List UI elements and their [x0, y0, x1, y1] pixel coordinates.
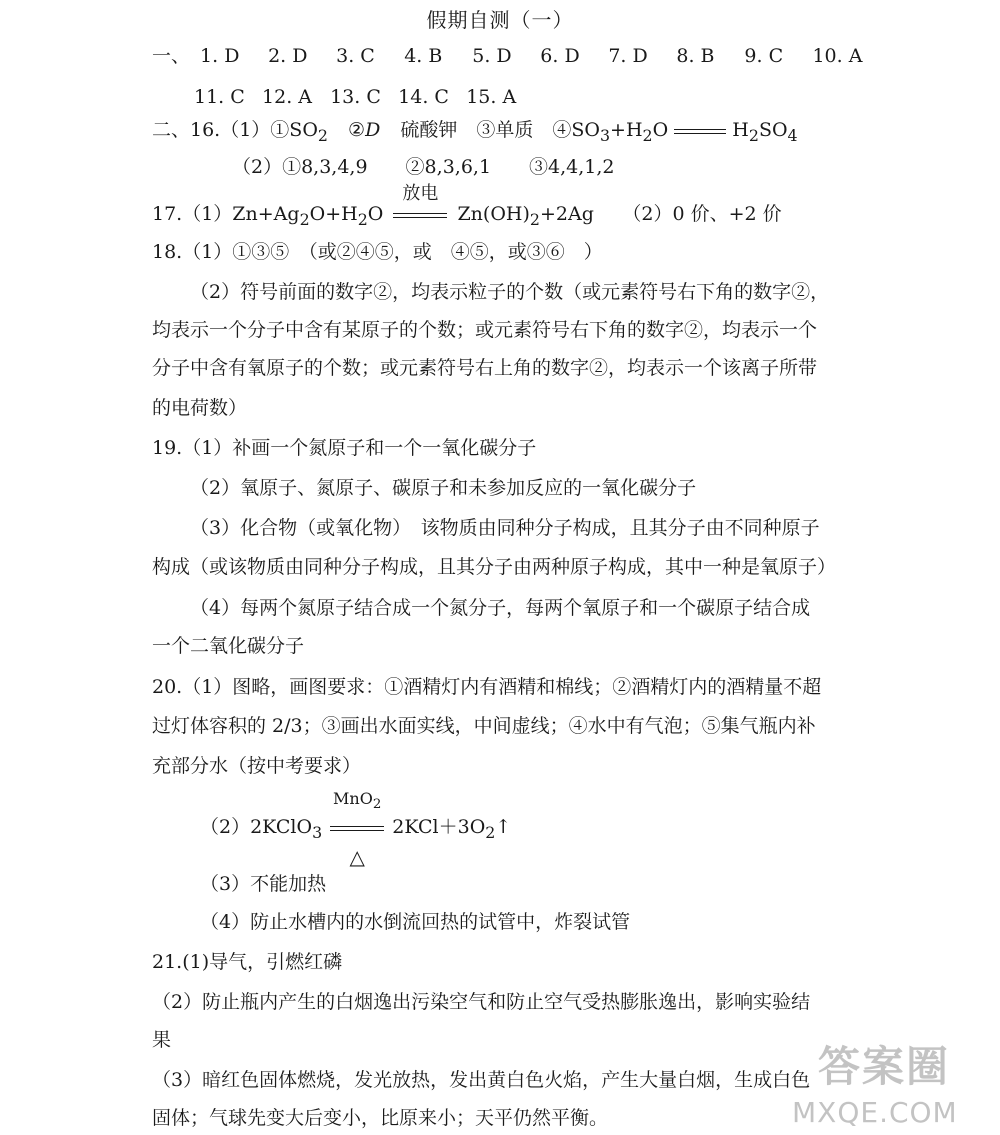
section1-label: 一、 [152, 45, 191, 67]
answer-7: 7. D [608, 45, 648, 67]
q18-line4: 分子中含有氧原子的个数；或元素符号右上角的数字②，均表示一个该离子所带 [152, 357, 818, 379]
eq-sub: 2 [372, 797, 382, 813]
q16-part2: （2）①8,3,4,9 ②8,3,6,1 ③4,4,1,2 [232, 156, 615, 178]
q16-sub: 3 [599, 125, 611, 145]
answer-3: 3. C [336, 45, 375, 67]
q17-text-c: O [367, 203, 384, 225]
answer-13: 13. C [330, 86, 381, 108]
q18-line2: （2）符号前面的数字②，均表示粒子的个数（或元素符号右下角的数字②， [190, 281, 830, 303]
q19-line3: （3）化合物（或氧化物） 该物质由同种分子构成，且其分子由不同种原子 [190, 517, 820, 539]
q16-part1 [152, 118, 798, 148]
q20-line3: 充部分水（按中考要求） [152, 755, 362, 777]
q19-line1: 19.（1）补画一个氮原子和一个一氧化碳分子 [152, 437, 537, 459]
eq-sub: 3 [312, 822, 323, 842]
heat-symbol: △ [349, 845, 365, 869]
q20-line6: （4）防止水槽内的水倒流回热的试管中，炸裂试管 [200, 911, 631, 933]
q21-line2: （2）防止瓶内产生的白烟逸出污染空气和防止空气受热膨胀逸出，影响实验结 [152, 991, 811, 1013]
page-title: 假期自测（一） [426, 8, 574, 32]
answer-5: 5. D [472, 45, 512, 67]
q16-sub: 2 [317, 125, 328, 145]
q21-line4: （3）暗红色固体燃烧，发光放热，发出黄白色火焰，产生大量白烟，生成白色 [152, 1069, 811, 1091]
q17-text-a: 17.（1）Zn+Ag [152, 203, 300, 225]
section1-row2 [194, 85, 516, 109]
q16-sub: 2 [748, 125, 759, 145]
answer-8: 8. B [676, 45, 715, 67]
q16-text-c: D [365, 119, 381, 141]
answer-10: 10. A [812, 45, 863, 67]
q17-sub: 2 [299, 209, 310, 229]
q20-line2: 过灯体容积的 2/3；③画出水面实线，中间虚线；④水中有气泡；⑤集气瓶内补 [152, 715, 816, 737]
answer-11: 11. C [194, 86, 245, 108]
q20-line5: （3）不能加热 [200, 873, 327, 895]
q21-line3: 果 [152, 1029, 172, 1051]
answer-6: 6. D [540, 45, 580, 67]
q17-sub: 2 [357, 209, 368, 229]
catalyst-label: MnO [333, 789, 373, 808]
condition-text: 放电 [402, 183, 439, 204]
eq-text-b: 2KCl＋3O [392, 816, 486, 838]
q17-sub: 2 [529, 209, 540, 229]
q21-line5: 固体；气球先变大后变小，比原来小；天平仍然平衡。 [152, 1107, 609, 1129]
answer-12: 12. A [262, 86, 313, 108]
q19-line4: 构成（或该物质由同种分子构成，且其分子由两种原子构成，其中一种是氧原子） [152, 556, 837, 578]
q16-text-f: O [652, 119, 669, 141]
answer-9: 9. C [744, 45, 784, 67]
q16-text-g: H [732, 119, 749, 141]
eq-text-a: （2）2KClO [200, 816, 313, 838]
q20-equation [200, 789, 512, 869]
q18-line5: 的电荷数） [152, 397, 248, 419]
q16-text-e: +H [610, 119, 643, 141]
q17-text-d: Zn(OH) [457, 203, 530, 225]
answer-1: 1. D [200, 45, 240, 67]
q20-line1: 20.（1）图略，画图要求：①酒精灯内有酒精和棉线；②酒精灯内的酒精量不超 [152, 676, 822, 698]
catalyst-text [330, 787, 384, 817]
q19-line6: 一个二氧化碳分子 [152, 635, 305, 657]
answer-2: 2. D [268, 45, 308, 67]
answer-15: 15. A [466, 86, 517, 108]
q16-text-a: 二、16.（1）①SO [152, 119, 318, 141]
q16-text-b: ② [348, 119, 366, 141]
q16-sub: 4 [787, 125, 798, 145]
q17-text-e: +2Ag （2）0 价、+2 价 [539, 203, 782, 225]
equals-sign [393, 213, 447, 218]
eq-text-c: ↑ [495, 816, 512, 838]
q17-line [152, 183, 782, 232]
q16-sub: 2 [642, 125, 653, 145]
q17-text-b: O+H [309, 203, 358, 225]
equals-sign [330, 826, 384, 831]
q21-line1: 21.(1)导气，引燃红磷 [152, 951, 343, 973]
eq-condition [330, 789, 384, 869]
q16-text-h: SO [758, 119, 788, 141]
section1-row1 [152, 44, 862, 68]
eq-sub: 2 [485, 822, 496, 842]
q18-line3: 均表示一个分子中含有某原子的个数；或元素符号右下角的数字②，均表示一个 [152, 319, 818, 341]
watermark-url: MXQE.COM [792, 1096, 958, 1129]
q19-line5: （4）每两个氮原子结合成一个氮分子，每两个氧原子和一个碳原子结合成 [190, 597, 811, 619]
watermark-logo [788, 1034, 988, 1129]
answer-4: 4. B [404, 45, 443, 67]
q19-line2: （2）氧原子、氮原子、碳原子和未参加反应的一氧化碳分子 [190, 477, 697, 499]
q17-condition [393, 183, 447, 226]
q18-line1: 18.（1）①③⑤ （或②④⑤，或 ④⑤，或③⑥ ） [152, 241, 603, 263]
equals-sign [674, 129, 726, 134]
q16-text-d: 硫酸钾 ③单质 ④SO [400, 119, 600, 141]
answer-14: 14. C [398, 86, 449, 108]
watermark-title: 答案圈 [818, 1042, 951, 1091]
